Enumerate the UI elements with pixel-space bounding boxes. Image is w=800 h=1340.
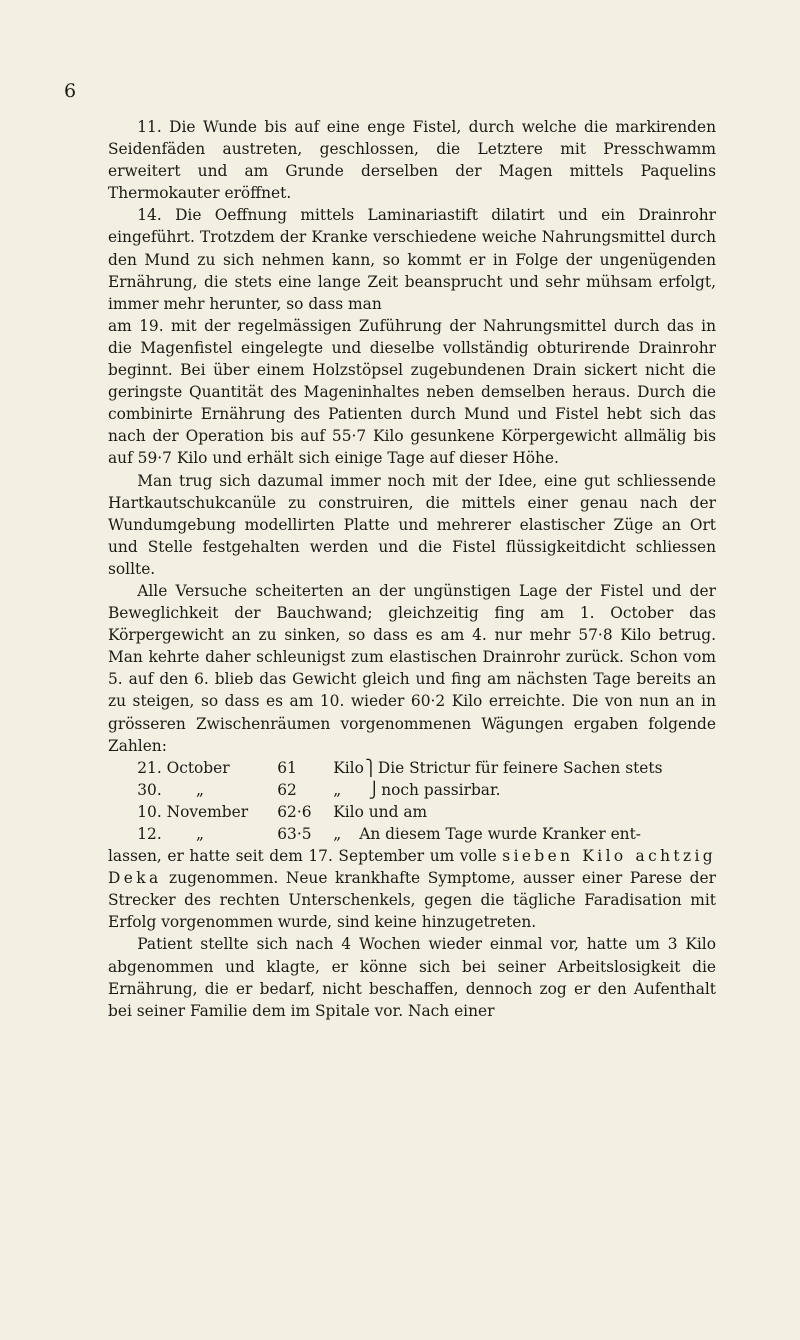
weight-value: 62·6 (277, 802, 312, 821)
paragraph: am 19. mit der regelmässigen Zuführung der Nahrungsmittel durch das in die Magenfistel eingelegte und dieselbe vollständig obturirende Drainrohr beginnt. Bei über einem Holzstöpsel zugebundenen Drain sickert nicht die geringste Quantität des Mageninhaltes neben demselben heraus. Durch die combinirte Ernährung des Patienten durch Mund und Fistel hebt sich das nach der Operation bis auf 55·7 Kilo gesunkene Körpergewicht allmälig bis auf 59·7 Kilo und erhält sich einige Tage auf dieser Höhe. (108, 316, 716, 468)
paragraph: Alle Versuche scheiterten an der ungünstigen Lage der Fistel und der Beweglichkeit der Bauchwand; gleichzeitig fing am 1. October das Körpergewicht an zu sinken, so dass es am 4. nur mehr 57·8 Kilo betrug. Man kehrte daher schleunigst zum elastischen Drainrohr zurück. Schon vom 5. auf den 6. blieb das Gewicht gleich und fing am nächsten Tage bereits an zu steigen, so dass es am 10. wieder 60·2 Kilo erreichte. Die von nun an in grösseren Zwischenräumen vorgenommenen Wägungen ergaben folgende Zahlen: (108, 581, 716, 755)
weight-unit: „ (333, 780, 342, 799)
weight-row (137, 823, 716, 845)
weight-unit: Kilo (333, 758, 364, 777)
weight-note: An diesem Tage wurde Kranker ent- (359, 825, 641, 843)
paragraph: Man trug sich dazumal immer noch mit der Idee, eine gut schliessende Hartkautschukcanüle zu construiren, die mittels einer genau nach der Wundumgebung modellirten Platte und mehrerer elastischer Züge an Ort und Stelle festgehalten werden und die Fistel flüssigkeitdicht schliessen sollte. (108, 471, 716, 578)
paragraph: 14. Die Oeffnung mittels Laminariastift dilatirt und ein Drainrohr eingeführt. Trotzdem der Kranke verschiedene weiche Nahrungsmittel durch den Mund zu sich nehmen kann, so kommt er in Folge der ungenügenden Ernährung, die stets eine lange Zeit beansprucht und sehr mühsam erfolgt, immer mehr herunter, so dass man (108, 206, 716, 313)
weight-date: 10. November (137, 802, 249, 821)
weight-row (137, 779, 716, 801)
weight-value: 61 (277, 758, 297, 777)
weight-unit: „ (333, 825, 342, 843)
brace-top: ⎫ (365, 758, 377, 777)
weight-value: 62 (277, 780, 297, 799)
weight-note: Die Strictur für feinere Sachen stets (377, 758, 663, 777)
weight-date: 12. „ (137, 825, 204, 843)
weight-unit: Kilo und am (333, 802, 428, 821)
weight-table (137, 757, 716, 845)
weight-row (137, 757, 716, 779)
emphasized-text: sieben Kilo achtzig Deka (108, 847, 717, 888)
text-run: lassen, er hatte seit dem 17. September um volle (108, 847, 503, 866)
weight-row (137, 801, 716, 823)
paragraph: 11. Die Wunde bis auf eine enge Fistel, durch welche die markirenden Seidenfäden austreten, geschlossen, die Letztere mit Presschwamm erweitert und am Grunde derselben der Magen mittels Paquelins Thermokauter eröffnet. (108, 118, 716, 203)
text-run: zugenommen. Neue krankhafte Symptome, ausser einer Parese der Strecker des rechten Unterschenkels, gegen die tägliche Faradisation mit Erfolg vorgenommen wurde, sind keine hinzugetreten. (108, 869, 716, 932)
paragraph (108, 845, 716, 933)
paragraph: Patient stellte sich nach 4 Wochen wieder einmal vor, hatte um 3 Kilo abgenommen und klagte, er könne sich bei seiner Arbeitslosigkeit die Ernährung, die er bedarf, nicht beschaffen, dennoch zog er den Aufenthalt bei seiner Familie dem im Spitale vor. Nach einer (108, 935, 716, 1020)
weight-date: 21. October (137, 758, 230, 777)
weight-value: 63·5 (277, 825, 312, 843)
brace-bottom: ⎭ (368, 780, 381, 799)
weight-date: 30. „ (137, 780, 204, 799)
page-number: 6 (64, 80, 77, 102)
weight-note: noch passirbar. (381, 780, 501, 799)
body-text (108, 116, 716, 1022)
